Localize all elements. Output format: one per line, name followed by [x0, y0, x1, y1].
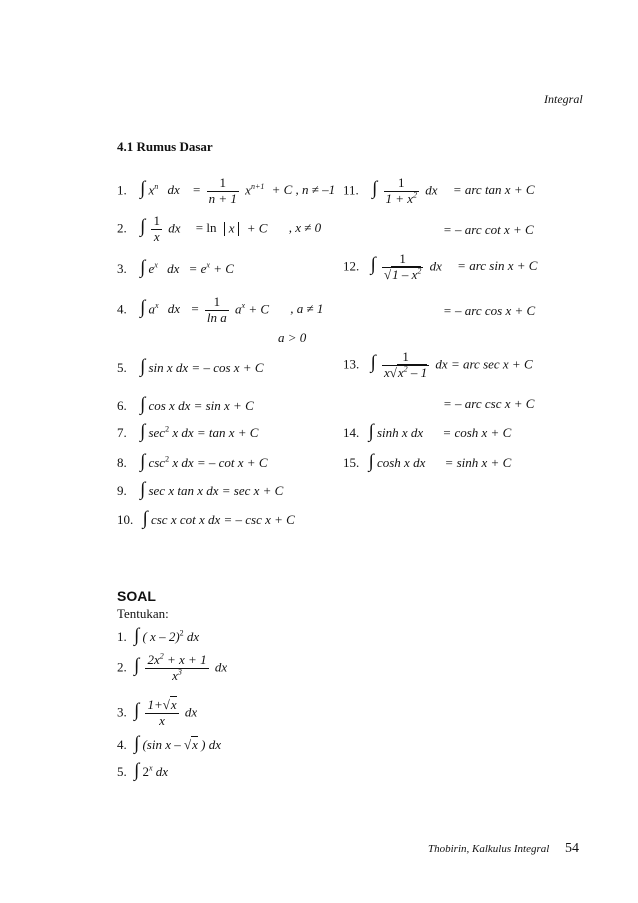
page-number: 54 — [565, 841, 579, 856]
integral-sign: ∫ — [140, 216, 146, 238]
exercise-item-4: 4. ∫ (sin x – √x ) dx — [117, 733, 222, 754]
fraction: $\frac{1}{x}$ — [153, 213, 160, 244]
fraction: $\frac{1+√x}{x}$ — [147, 697, 177, 728]
integral-sign: ∫ — [140, 178, 146, 200]
formula-9: 9. ∫ sec x tan x dx = sec x + C — [117, 479, 284, 500]
exercise-item-5: 5. ∫ 2$^x$ dx — [117, 760, 169, 781]
integral-sign: ∫ — [134, 760, 140, 781]
formula-3: 3. ∫ $e^x$ dx = $e^x + C$ — [117, 257, 234, 278]
formula-14: 14. ∫ sinh x dx = cosh x + C — [343, 421, 512, 442]
formula-13-alt: = – arc csc x + C — [443, 396, 535, 411]
formula-12-alt: = – arc cos x + C — [443, 303, 536, 318]
fraction: $\frac{1}{\text{ln a}}$ — [206, 294, 227, 325]
fraction: $\frac{1}{√1 - x^2}$ — [383, 251, 422, 282]
integral-sign: ∫ — [142, 508, 148, 529]
integral-sign: ∫ — [134, 625, 140, 646]
formula-2: 2. ∫ $\frac{1}{x}$ dx = ln x + C , x ≠ 0 — [117, 213, 322, 244]
integral-sign: ∫ — [370, 254, 376, 276]
formula-15: 15. ∫ cosh x dx = sinh x + C — [343, 451, 512, 472]
formula-8: 8. ∫ $\csc^2 x$ dx = – cot x + C — [117, 451, 268, 472]
formula-7: 7. ∫ $\sec^2 x$ dx = tan x + C — [117, 421, 259, 442]
integral-sign: ∫ — [134, 733, 140, 754]
integral-sign: ∫ — [134, 655, 140, 677]
exercise-item-3: 3. ∫ $\frac{1+√x}{x}$ dx — [117, 697, 198, 728]
integral-sign: ∫ — [140, 257, 146, 278]
fraction: $\frac{1}{1 + x^2}$ — [385, 175, 418, 206]
formula-5: 5. ∫ sin x dx = – cos x + C — [117, 356, 264, 377]
formula-4-condition: a > 0 — [278, 330, 307, 345]
fraction: $\frac{1}{x√x^2 - 1}$ — [383, 349, 428, 380]
integral-sign: ∫ — [134, 700, 140, 722]
formula-4: 4. ∫ $a^x$ dx = $\frac{1}{\text{ln a}}$ $a^x + C$ , a ≠ 1 — [117, 294, 324, 325]
exercise-heading: SOAL — [117, 588, 156, 604]
formula-11: 11. ∫ $\frac{1}{1 + x^2}$ dx = arc tan x + C — [343, 175, 535, 206]
exercise-instruction: Tentukan: — [117, 606, 169, 621]
integral-sign: ∫ — [140, 297, 146, 319]
section-title: 4.1 Rumus Dasar — [117, 139, 213, 154]
integral-sign: ∫ — [372, 178, 378, 200]
running-header: Integral — [544, 92, 583, 106]
formula-11-alt: = – arc cot x + C — [443, 222, 534, 237]
footer-text: Thobirin, Kalkulus Integral — [428, 843, 550, 855]
integral-sign: ∫ — [140, 394, 146, 415]
integral-sign: ∫ — [368, 421, 374, 442]
formula-13: 13. ∫ $\frac{1}{x√x^2 - 1}$ dx = arc sec x + C — [343, 349, 533, 380]
integral-sign: ∫ — [140, 451, 146, 472]
exercise-item-1: 1. ∫ ( x – 2)$^2$ dx — [117, 625, 200, 646]
formula-10: 10. ∫ csc x cot x dx = – csc x + C — [117, 508, 295, 529]
formula-6: 6. ∫ cos x dx = sin x + C — [117, 394, 254, 415]
fraction: $\frac{1}{n + 1}$ — [208, 175, 237, 206]
integral-sign: ∫ — [140, 356, 146, 377]
exercise-item-2: 2. ∫ $\frac{2x^2 + x + 1}{x^3}$ dx — [117, 651, 228, 683]
integral-sign: ∫ — [140, 479, 146, 500]
formula-12: 12. ∫ $\frac{1}{√1 - x^2}$ dx = arc sin x + C — [343, 251, 538, 282]
fraction: $\frac{2x^2 + x + 1}{x^3}$ — [147, 651, 207, 683]
integral-sign: ∫ — [368, 451, 374, 472]
formula-1: 1. ∫ $x^n$ dx = $\frac{1}{n + 1}$ $x^{n+1} + C$ , n ≠ –1 — [117, 175, 336, 206]
integral-sign: ∫ — [140, 421, 146, 442]
integral-sign: ∫ — [370, 352, 376, 374]
formula-number: 1. — [117, 182, 127, 198]
